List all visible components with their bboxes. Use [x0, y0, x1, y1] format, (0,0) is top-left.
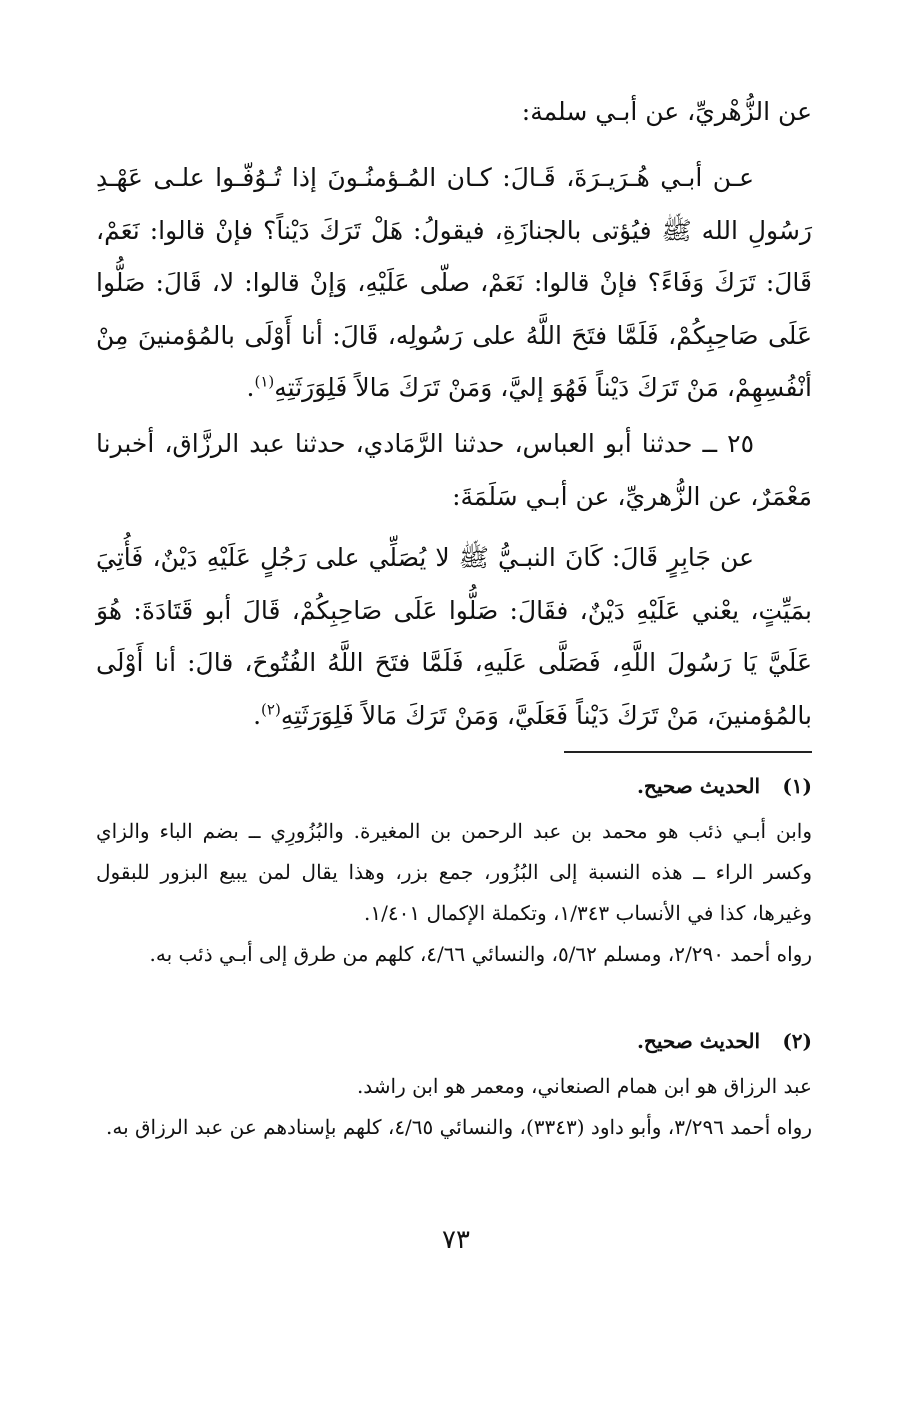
footnote-2-para-2: رواه أحمد ٣/٢٩٦، وأبو داود (٣٣٤٣)، والنسائي ٤/٦٥، كلهم بإسنادهم عن عبد الرزاق به. [106, 1115, 812, 1139]
footnote-marker-1: (١) [254, 372, 275, 391]
hadith-25-period: . [253, 700, 262, 730]
footnote-marker-2: (٢) [261, 700, 281, 719]
footnote-1-number: (١) [782, 774, 812, 798]
footnote-2-heading [100, 1026, 812, 1056]
footnote-2-number: (٢) [782, 1029, 812, 1053]
main-text [96, 86, 812, 139]
footnote-2-body [96, 1066, 812, 1148]
footnote-1-body [96, 811, 812, 975]
page-number: ٧٣ [442, 1225, 470, 1255]
footnote-separator [564, 751, 812, 753]
hadith-24-text [96, 152, 812, 415]
hadith-24-body: عـن أبـي هُـرَيـرَةَ، قَـالَ: كـان المُـؤمنُـونَ إذا تُـوُفّـوا علـى عَهْـدِ رَسُولِ الله ﷺ فيُؤتى بالجنازَةِ، فيقولُ: هَلْ تَرَكَ دَيْناً؟ فإنْ قالوا: نَعَمْ، قَالَ: تَرَكَ وَفَاءً؟ فإنْ قالوا: نَعَمْ، صلّى عَلَيْهِ، وَإنْ قالوا: لا، قَالَ: صَلُّوا عَلَى صَاحِبِكُمْ، فَلَمَّا فتَحَ اللَّهُ على رَسُولِه، قَالَ: أنا أَوْلَى بالمُؤمنينَ مِنْ أنْفُسِهِمْ، مَنْ تَرَكَ دَيْناً فَهُوَ إليَّ، وَمَنْ تَرَكَ مَالاً فَلِوَرَثَتِهِ [96, 163, 812, 402]
hadith-25-body: عن جَابِرٍ قَالَ: كَانَ النبـيُّ ﷺ لا يُصَلِّي على رَجُلٍ عَلَيْهِ دَيْنٌ، فَأُتِيَ بمَيِّتٍ، يعْني عَلَيْهِ دَيْنٌ، فقَالَ: صَلُّوا عَلَى صَاحِبِكُمْ، قَالَ أبو قَتَادَةَ: هُوَ عَلَيَّ يَا رَسُولَ اللَّهِ، فَصَلَّى عَلَيهِ، فَلَمَّا فتَحَ اللَّهُ الفُتُوحَ، قالَ: أنا أَوْلَى بالمُؤمنينَ، مَنْ تَرَكَ دَيْناً فَعَلَيَّ، وَمَنْ تَرَكَ مَالاً فَلِوَرَثَتِهِ [96, 543, 812, 730]
isnad-25-block [96, 418, 812, 523]
hadith-24-period: . [246, 373, 255, 402]
footnote-2-para-1: عبد الرزاق هو ابن همام الصنعاني، ومعمر هو ابن راشد. [356, 1074, 812, 1098]
isnad-25: ٢٥ ــ حدثنا أبو العباس، حدثنا الرَّمَادي، حدثنا عبد الرزَّاق، أخبرنا مَعْمَرٌ، عن الزُّهريِّ، عن أبـي سَلَمَةَ: [96, 429, 812, 511]
isnad-continuation: عن الزُّهْريِّ، عن أبـي سلمة: [521, 97, 812, 126]
footnote-2-title: الحديث صحيح. [636, 1029, 760, 1053]
footnote-1-heading [100, 771, 812, 801]
hadith-24 [96, 152, 812, 415]
footnote-1-title: الحديث صحيح. [636, 774, 760, 798]
footnote-1-para-2: رواه أحمد ٢/٢٩٠، ومسلم ٥/٦٢، والنسائي ٤/٦٦، كلهم من طرق إلى أبـي ذئب به. [149, 942, 812, 966]
hadith-25 [96, 532, 812, 742]
hadith-25-text [96, 532, 812, 742]
footnote-1-para-1: وابن أبـي ذئب هو محمد بن عبد الرحمن بن المغيرة. والبُزُورِي ــ بضم الباء والزاي وكسر الراء ــ هذه النسبة إلى البُزُور، جمع بزر، وهذا يقال لمن يبيع البزور للبقول وغيرها، كذا في الأنساب ١/٣٤٣، وتكملة الإكمال ١/٤٠١. [96, 819, 812, 925]
